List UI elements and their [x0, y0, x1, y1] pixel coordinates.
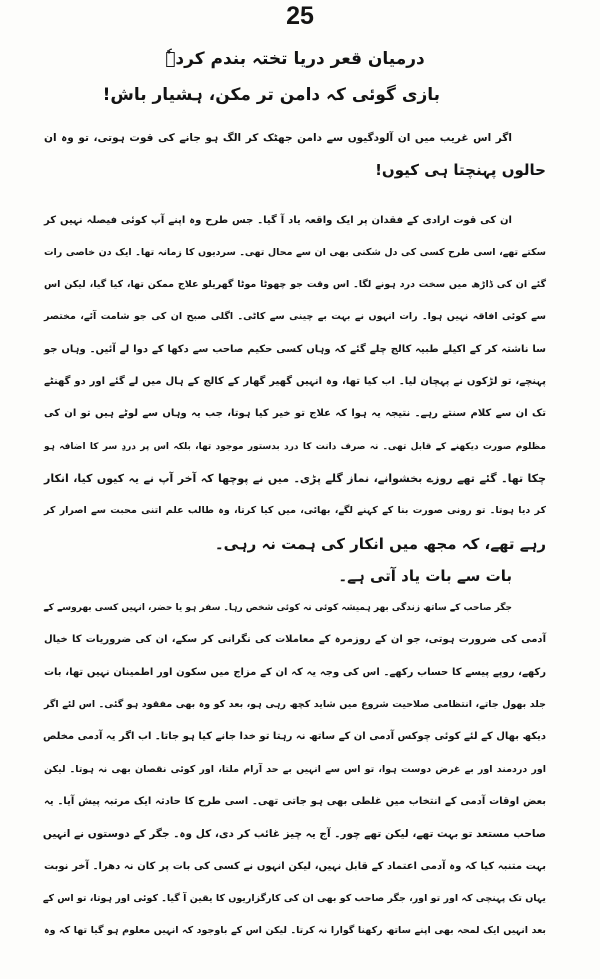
text-line: یہاں تک پہنچی کہ اور تو اور، جگر صاحب کو بھی ان کی کارگزاریوں کا یقین آ گیا۔ کوئی اور ہوتا، تو اس کے: [42, 892, 546, 904]
text-line: سکتے تھے، اسی طرح کسی کی دل شکنی بھی ان سے محال تھی۔ سردیوں کا زمانہ تھا۔ ایک دن خاصی رات: [44, 246, 546, 258]
text-line: تک ان سے کلام سنتے رہے۔ نتیجہ یہ ہوا کہ علاج تو خیر کیا ہوتا، جب یہ وہاں سے لوٹے ہیں تو ان کی: [44, 408, 546, 420]
text-line: بہت متنبہ کیا کہ وہ آدمی اعتماد کے قابل نہیں، لیکن انہوں نے کسی کی بات پر کان نہ دھرا۔ آخر نوبت: [44, 860, 546, 872]
text-line: کر دیا ہوتا۔ تو رونی صورت بنا کے کہنے لگے، بھائی، میں کیا کرتا، وہ طالب علم اتنی محبت سے اصرار کر: [44, 505, 546, 517]
text-line: حالوں پہنچتا ہی کیوں!: [375, 161, 546, 180]
text-line: سا ناشتہ کر کے اکیلے طبیہ کالج چلے گئے کہ وہاں کسی حکیم صاحب سے دکھا کے دوا لے آئیں۔ وہاں جو: [44, 343, 546, 355]
text-line: بعد انہیں ایک لمحہ بھی اپنے ساتھ رکھنا گوارا نہ کرتا۔ لیکن اس کے باوجود کہ انہیں معلوم ہو گیا تھا کہ وہ: [44, 925, 546, 937]
text-line: اور دردمند اور بے غرض دوست ہوا، تو اس سے انہیں بے حد آرام ملتا، اور کوئی نقصان بھی نہ ہوتا۔ لیکن: [44, 763, 546, 775]
text-line: بعض اوقات آدمی کے انتخاب میں غلطی بھی ہو جاتی تھی۔ اسی طرح کا حادثہ ایک مرتبہ پیش آیا۔ یہ: [44, 795, 546, 807]
text-line: دیکھ بھال کے لئے کوئی چوکس آدمی ان کے ساتھ نہ رہتا تو خدا جانے کیا ہو جاتا۔ اب اگر یہ آدمی مخلص: [42, 731, 546, 743]
text-line: بات سے بات یاد آتی ہے۔: [338, 566, 512, 585]
page-body: [44, 122, 546, 947]
text-line: اگر اس غریب میں ان آلودگیوں سے دامن جھٹک کر الگ ہو جانے کی قوت ہوتی، تو وہ ان: [44, 132, 512, 144]
text-line: پہنچے، تو لڑکوں نے پہچان لیا۔ اب کیا تھا، وہ انہیں گھیر گھار کے کالج کے ہال میں لے گئے اور دو گھنٹے: [44, 376, 546, 388]
text-line: آدمی کی ضرورت ہوتی، جو ان کے روزمرہ کے معاملات کی نگرانی کر سکے، ان کی ضروریات کا خیال: [44, 634, 546, 646]
text-line: سے کوئی افاقہ نہیں ہوا۔ رات انہوں نے بہت بے چینی سے کاٹی۔ اگلی صبح ان کی جو شامت آئے، مختصر: [44, 311, 546, 323]
text-line: رہے تھے، کہ مجھ میں انکار کی ہمت نہ رہی۔: [214, 534, 546, 553]
text-line: صاحب مستعد تو بہت تھے، لیکن تھے چور۔ آج یہ چیز غائب کر دی، کل وہ۔ جگر کے دوستوں نے انہیں: [42, 828, 546, 841]
text-line: ان کی قوت ارادی کے فقدان پر ایک واقعہ یاد آ گیا۔ جس طرح وہ اپنے آپ کوئی فیصلہ نہیں کر: [44, 214, 512, 226]
text-line: جلد بھول جاتے، انتظامی صلاحیت شروع میں شاید کچھ رہی ہو، بعد کو وہ بھی مفقود ہو گئی۔ اس لئے اگر: [44, 699, 546, 711]
verse-line-1: درمیان قعر دریا تختہ بندم کردہٗ: [165, 49, 425, 69]
text-line: رکھے، روپے پیسے کا حساب رکھے۔ اس کی وجہ یہ کہ ان کے مزاج میں سکون اور اطمینان نہیں تھا، بات: [44, 666, 546, 678]
page-number: 25: [286, 2, 314, 30]
text-line: مظلوم صورت دیکھنے کے قابل تھی۔ نہ صرف دانت کا درد بدستور موجود تھا، بلکہ اس پر دردِ سر کا اضافہ ہو: [44, 441, 546, 452]
verse-line-2: بازی گوئی کہ دامن تر مکن، ہشیار باش!: [102, 85, 440, 105]
text-line: چکا تھا۔ گئے تھے روزے بخشوانے، نماز گلے پڑی۔ میں نے پوچھا کہ آخر آپ نے یہ کیوں کیا، انکار: [44, 471, 546, 485]
text-line: گئے ان کی ڈاڑھ میں سخت درد ہونے لگا۔ اس وقت جو چھوٹا موٹا گھریلو علاج ممکن تھا، کیا گیا، لیکن اس: [44, 279, 546, 291]
paragraph-gap: [44, 187, 546, 205]
text-line: جگر صاحب کے ساتھ زندگی بھر ہمیشہ کوئی نہ کوئی شخص رہا۔ سفر ہو یا حضر، انہیں کسی بھروسے کے: [43, 603, 512, 614]
